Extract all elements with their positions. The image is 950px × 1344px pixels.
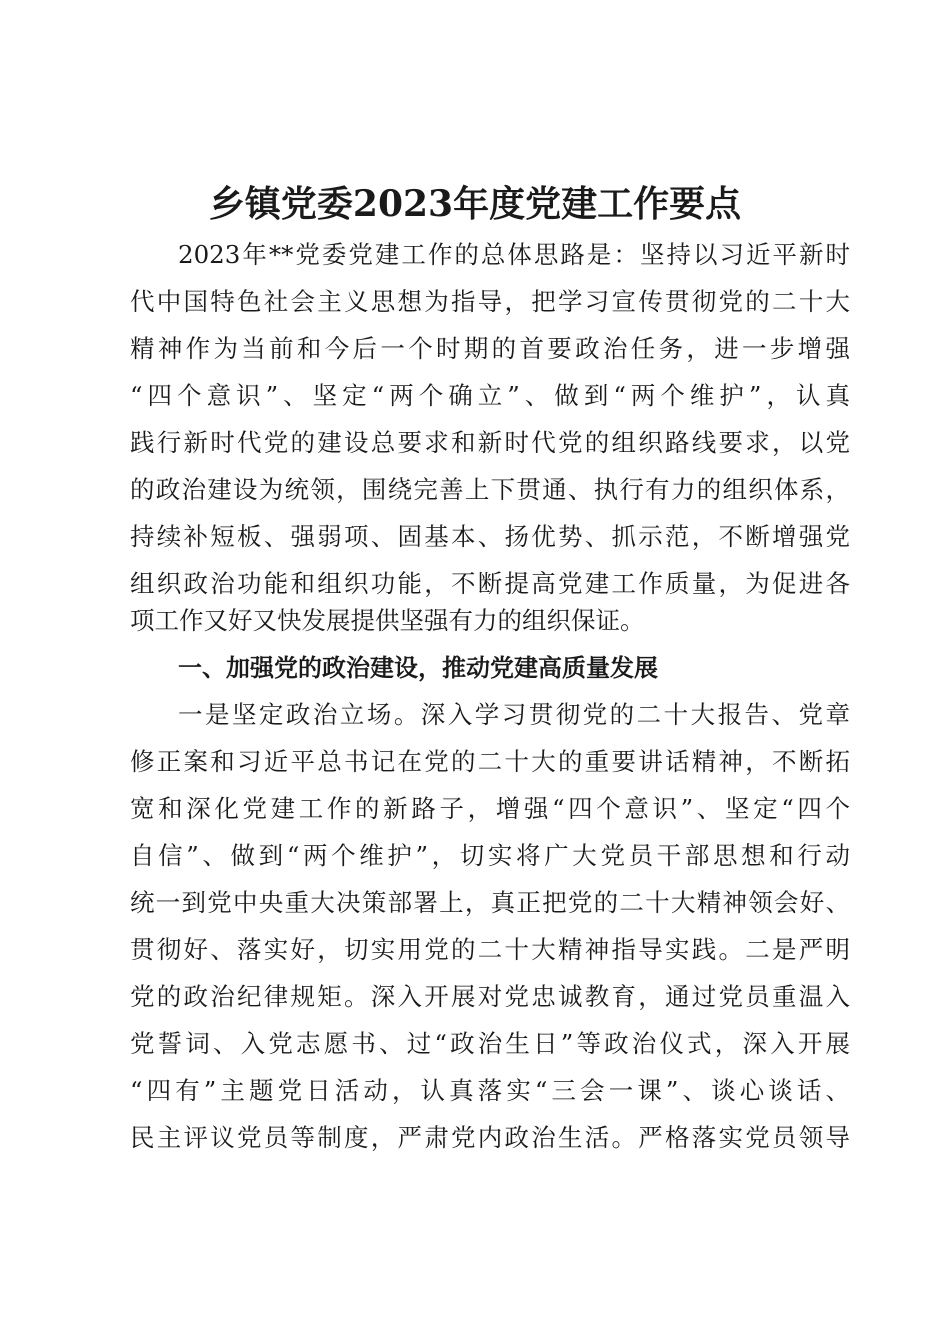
paragraph-line: 2023年**党委党建工作的总体思路是：坚持以习近平新时 [178,240,850,269]
paragraph-line: 统一到党中央重大决策部署上，真正把党的二十大精神领会好、 [130,888,850,917]
paragraph-line: 组织政治功能和组织功能，不断提高党建工作质量，为促进各 [130,569,850,598]
paragraph-line: 宽和深化党建工作的新路子，增强“四个意识”、坚定“四个 [130,794,850,823]
paragraph-line: 践行新时代党的建设总要求和新时代党的组织路线要求，以党 [130,428,850,457]
paragraph-line: 自信”、做到“两个维护”，切实将广大党员干部思想和行动 [130,841,850,870]
paragraph-line: “四个意识”、坚定“两个确立”、做到“两个维护”，认真 [130,381,850,410]
paragraph-line: 项工作又好又快发展提供坚强有力的组织保证。 [130,606,645,635]
section-heading: 一、加强党的政治建设，推动党建高质量发展 [178,654,658,682]
paragraph-line: 代中国特色社会主义思想为指导，把学习宣传贯彻党的二十大 [130,287,850,316]
paragraph-line: 贯彻好、落实好，切实用党的二十大精神指导实践。二是严明 [130,935,850,964]
paragraph-line: 持续补短板、强弱项、固基本、扬优势、抓示范，不断增强党 [130,522,850,551]
paragraph-line: 民主评议党员等制度，严肃党内政治生活。严格落实党员领导 [130,1123,850,1152]
paragraph-line: 党誓词、入党志愿书、过“政治生日”等政治仪式，深入开展 [130,1029,850,1058]
paragraph-line: 修正案和习近平总书记在党的二十大的重要讲话精神，不断拓 [130,747,850,776]
document-title: 乡镇党委2023年度党建工作要点 [208,183,742,225]
paragraph-line: 党的政治纪律规矩。深入开展对党忠诚教育，通过党员重温入 [130,982,850,1011]
paragraph-line: 一是坚定政治立场。深入学习贯彻党的二十大报告、党章 [178,700,850,729]
paragraph-line: 精神作为当前和今后一个时期的首要政治任务，进一步增强 [130,334,850,363]
paragraph-line: “四有”主题党日活动，认真落实“三会一课”、谈心谈话、 [130,1076,850,1105]
paragraph-line: 的政治建设为统领，围绕完善上下贯通、执行有力的组织体系， [130,475,850,504]
